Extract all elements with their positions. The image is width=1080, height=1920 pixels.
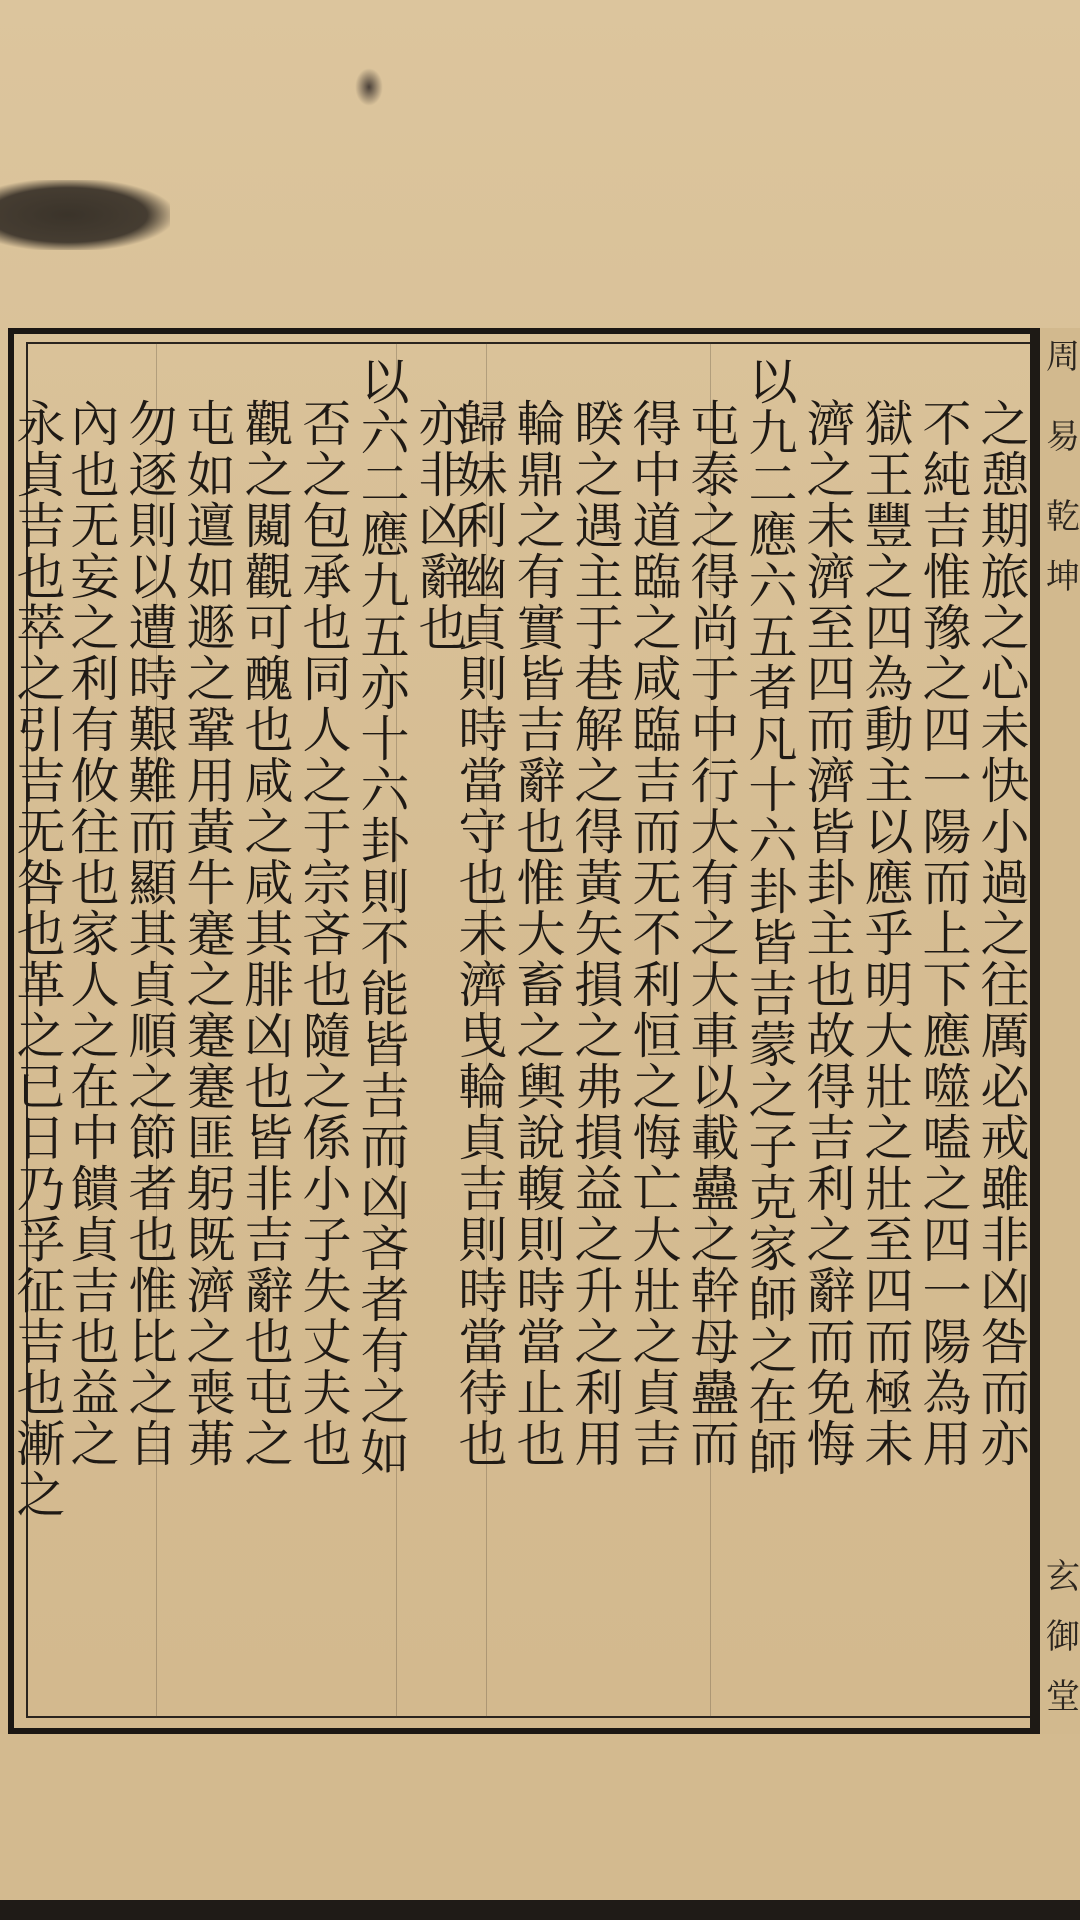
edge-glyph: 玄	[1046, 1557, 1080, 1597]
text-column-18: 永貞吉也萃之引吉无咎也革之已日乃孚征吉也漸之	[9, 398, 66, 1520]
text-column-6: 屯泰之得尚于中行大有之大車以載蠱之幹母蠱而	[683, 398, 740, 1469]
text-column-8: 睽之遇主于巷解之得黃矢損之弗損益之升之利用	[567, 398, 624, 1469]
bottom-shadow	[0, 1900, 1080, 1920]
text-column-5: 以九二應六五者凡十六卦皆吉蒙之子克家師之在師	[741, 356, 798, 1478]
edge-glyph: 御	[1046, 1617, 1080, 1657]
edge-glyph: 易	[1046, 417, 1080, 457]
text-column-7: 得中道臨之咸臨吉而无不利恒之悔亡大壯之貞吉	[625, 398, 682, 1469]
text-column-11: 亦非凶辭也	[411, 398, 468, 653]
ink-stain	[0, 180, 170, 250]
edge-glyph: 乾	[1046, 497, 1080, 537]
text-column-13: 否之包承也同人之于宗吝也隨之係小子失丈夫也	[295, 398, 352, 1469]
text-column-10: 歸妹利幽貞則時當守也未濟曳輪貞吉則時當待也	[451, 398, 508, 1469]
bottom-margin	[0, 1734, 1080, 1920]
facing-page-edge	[1040, 328, 1080, 1734]
text-column-17: 內也无妄之利有攸往也家人之在中饋貞吉也益之	[63, 398, 120, 1469]
text-column-3: 獄王豐之四為動主以應乎明大壯之壯至四而極未	[857, 398, 914, 1469]
text-column-2: 不純吉惟豫之四一陽而上下應噬嗑之四一陽為用	[915, 398, 972, 1469]
center-fold-rule	[1030, 328, 1040, 1734]
edge-glyph: 周	[1046, 337, 1080, 377]
ink-spot	[355, 68, 383, 106]
text-column-16: 勿逐則以遭時艱難而顯其貞順之節者也惟比之自	[121, 398, 178, 1469]
text-column-4: 濟之未濟至四而濟皆卦主也故得吉利之辭而免悔	[799, 398, 856, 1469]
text-column-15: 屯如邅如遯之鞏用黃牛蹇之蹇蹇匪躬既濟之喪茀	[179, 398, 236, 1469]
edge-glyph: 堂	[1046, 1677, 1080, 1717]
text-column-9: 輪鼎之有實皆吉辭也惟大畜之輿說輹則時當止也	[509, 398, 566, 1469]
text-column-1: 之憩期旅之心未快小過之往厲必戒雖非凶咎而亦	[973, 398, 1030, 1469]
edge-glyph: 坤	[1046, 557, 1080, 597]
text-column-12: 以六二應九五亦十六卦則不能皆吉而凶吝者有之如	[353, 356, 410, 1478]
text-column-14: 觀之闚觀可醜也咸之咸其腓凶也皆非吉辭也屯之	[237, 398, 294, 1469]
